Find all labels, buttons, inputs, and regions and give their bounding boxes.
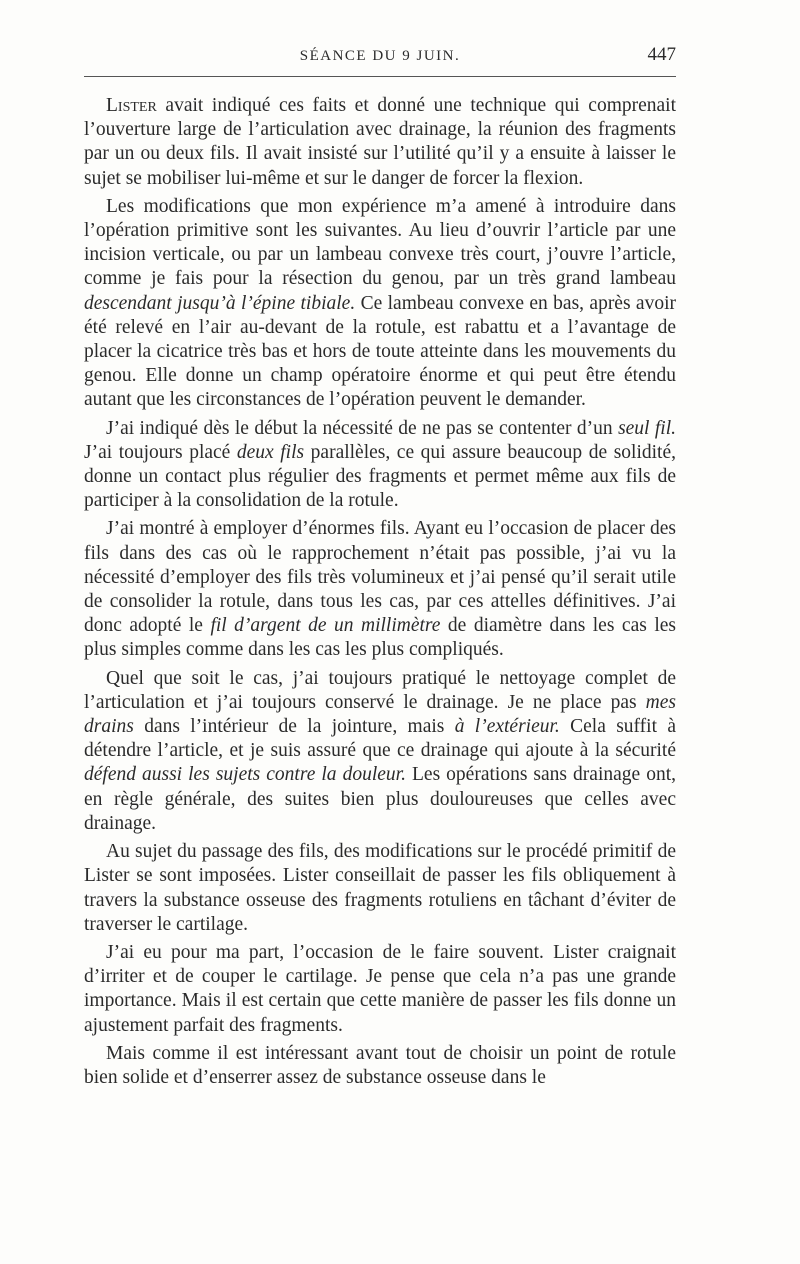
paragraph-3-emphasis-2: deux fils	[236, 441, 305, 463]
paragraph-4-text-a: J’ai montré à employer d’énormes fils. Ayant eu l’occasion de placer des fils dans des cas où le rapprochement n’était pas possible, j’ai vu la nécessité d’employer des fils très volumineux et j’ai pensé qu’il serait utile de consolider la rotule, dans tous les cas, par ces attelles définitives. J’ai donc adopté le	[84, 518, 676, 637]
paragraph-8: Mais comme il est intéressant avant tout de choisir un point de rotule bien solide et d’enserrer assez de substance osseuse dans le	[84, 1042, 676, 1088]
paragraph-5-text-c: Cela suffit à détendre l’article, et je suis assuré que ce drainage qui ajoute à la sécurité	[84, 716, 676, 762]
page-header	[84, 44, 676, 74]
running-title: SÉANCE DU 9 JUIN.	[299, 48, 461, 64]
paragraph-5-text-a: Quel que soit le cas, j’ai toujours pratiqué le nettoyage complet de l’articulation et j’ai toujours conservé le drainage. Je ne place pas	[84, 667, 676, 713]
paragraph-5	[84, 667, 676, 836]
paragraph-2-text-b: Ce lambeau convexe en bas, après avoir été relevé en l’air au-devant de la rotule, est rabattu et a l’avantage de placer la cicatrice très bas et hors de toute atteinte dans les mouvements du genou. Elle donne un champ opératoire énorme et qui peut être étendu autant que les circonstances de l’opération peuvent le demander.	[84, 292, 676, 411]
body-text	[84, 94, 676, 1094]
paragraph-5-text-b: dans l’intérieur de la jointure, mais	[133, 716, 455, 738]
paragraph-3-emphasis-1: seul fil.	[618, 417, 677, 439]
paragraph-7: J’ai eu pour ma part, l’occasion de le faire souvent. Lister craignait d’irriter et de couper le cartilage. Je pense que cela n’a pas une grande importance. Mais il est certain que cette manière de passer les fils donne un ajustement parfait des fragments.	[84, 941, 676, 1036]
paragraph-3-text-c: parallèles, ce qui assure beaucoup de solidité, donne un contact plus régulier des fragments et permet même aux fils de participer à la consolidation de la rotule.	[84, 441, 676, 512]
page-number: 447	[647, 44, 676, 65]
paragraph-4-text-b: de diamètre dans les cas les plus simples comme dans les cas les plus compliqués.	[84, 615, 676, 661]
paragraph-3-text-a: J’ai indiqué dès le début la nécessité de ne pas se contenter d’un	[106, 417, 619, 439]
paragraph-5-text-d: Les opérations sans drainage ont, en règle générale, des suites bien plus douloureuses que celles avec drainage.	[84, 764, 676, 834]
paragraph-5-emphasis-2: à l’extérieur.	[454, 716, 560, 738]
paragraph-5-emphasis-3: défend aussi les sujets contre la douleur.	[84, 764, 406, 786]
paragraph-2-emphasis: descendant jusqu’à l’épine tibiale.	[84, 292, 356, 314]
paragraph-3-text-b: J’ai toujours placé	[84, 441, 237, 463]
paragraph-1-text: avait indiqué ces faits et donné une technique qui comprenait l’ouverture large de l’articulation avec drainage, la réunion des fragments par un ou deux fils. Il avait insisté sur l’utilité qu’il y a ensuite à laisser le sujet se mobiliser lui-même et sur le danger de forcer la flexion.	[84, 95, 676, 189]
paragraph-6: Au sujet du passage des fils, des modifications sur le procédé primitif de Lister se sont imposées. Lister conseillait de passer les fils obliquement à travers la substance osseuse des fragments rotuliens en tâchant d’éviter de traverser le cartilage.	[84, 841, 676, 935]
paragraph-2	[84, 195, 676, 413]
paragraph-1	[84, 94, 676, 191]
paragraph-2-text-a: Les modifications que mon expérience m’a amené à introduire dans l’opération primitive sont les suivantes. Au lieu d’ouvrir l’article par une incision verticale, ou par un lambeau convexe très court, j’ouvre l’article, comme je fais pour la résection du genou, par un très grand lambeau	[84, 195, 676, 290]
paragraph-5-emphasis-1: mes drains	[84, 691, 676, 738]
header-rule	[84, 76, 676, 77]
paragraph-4	[84, 517, 676, 662]
author-name-lister: Lister	[106, 95, 157, 116]
paragraph-3	[84, 417, 676, 514]
paragraph-4-emphasis: fil d’argent de un millimètre	[210, 615, 441, 637]
